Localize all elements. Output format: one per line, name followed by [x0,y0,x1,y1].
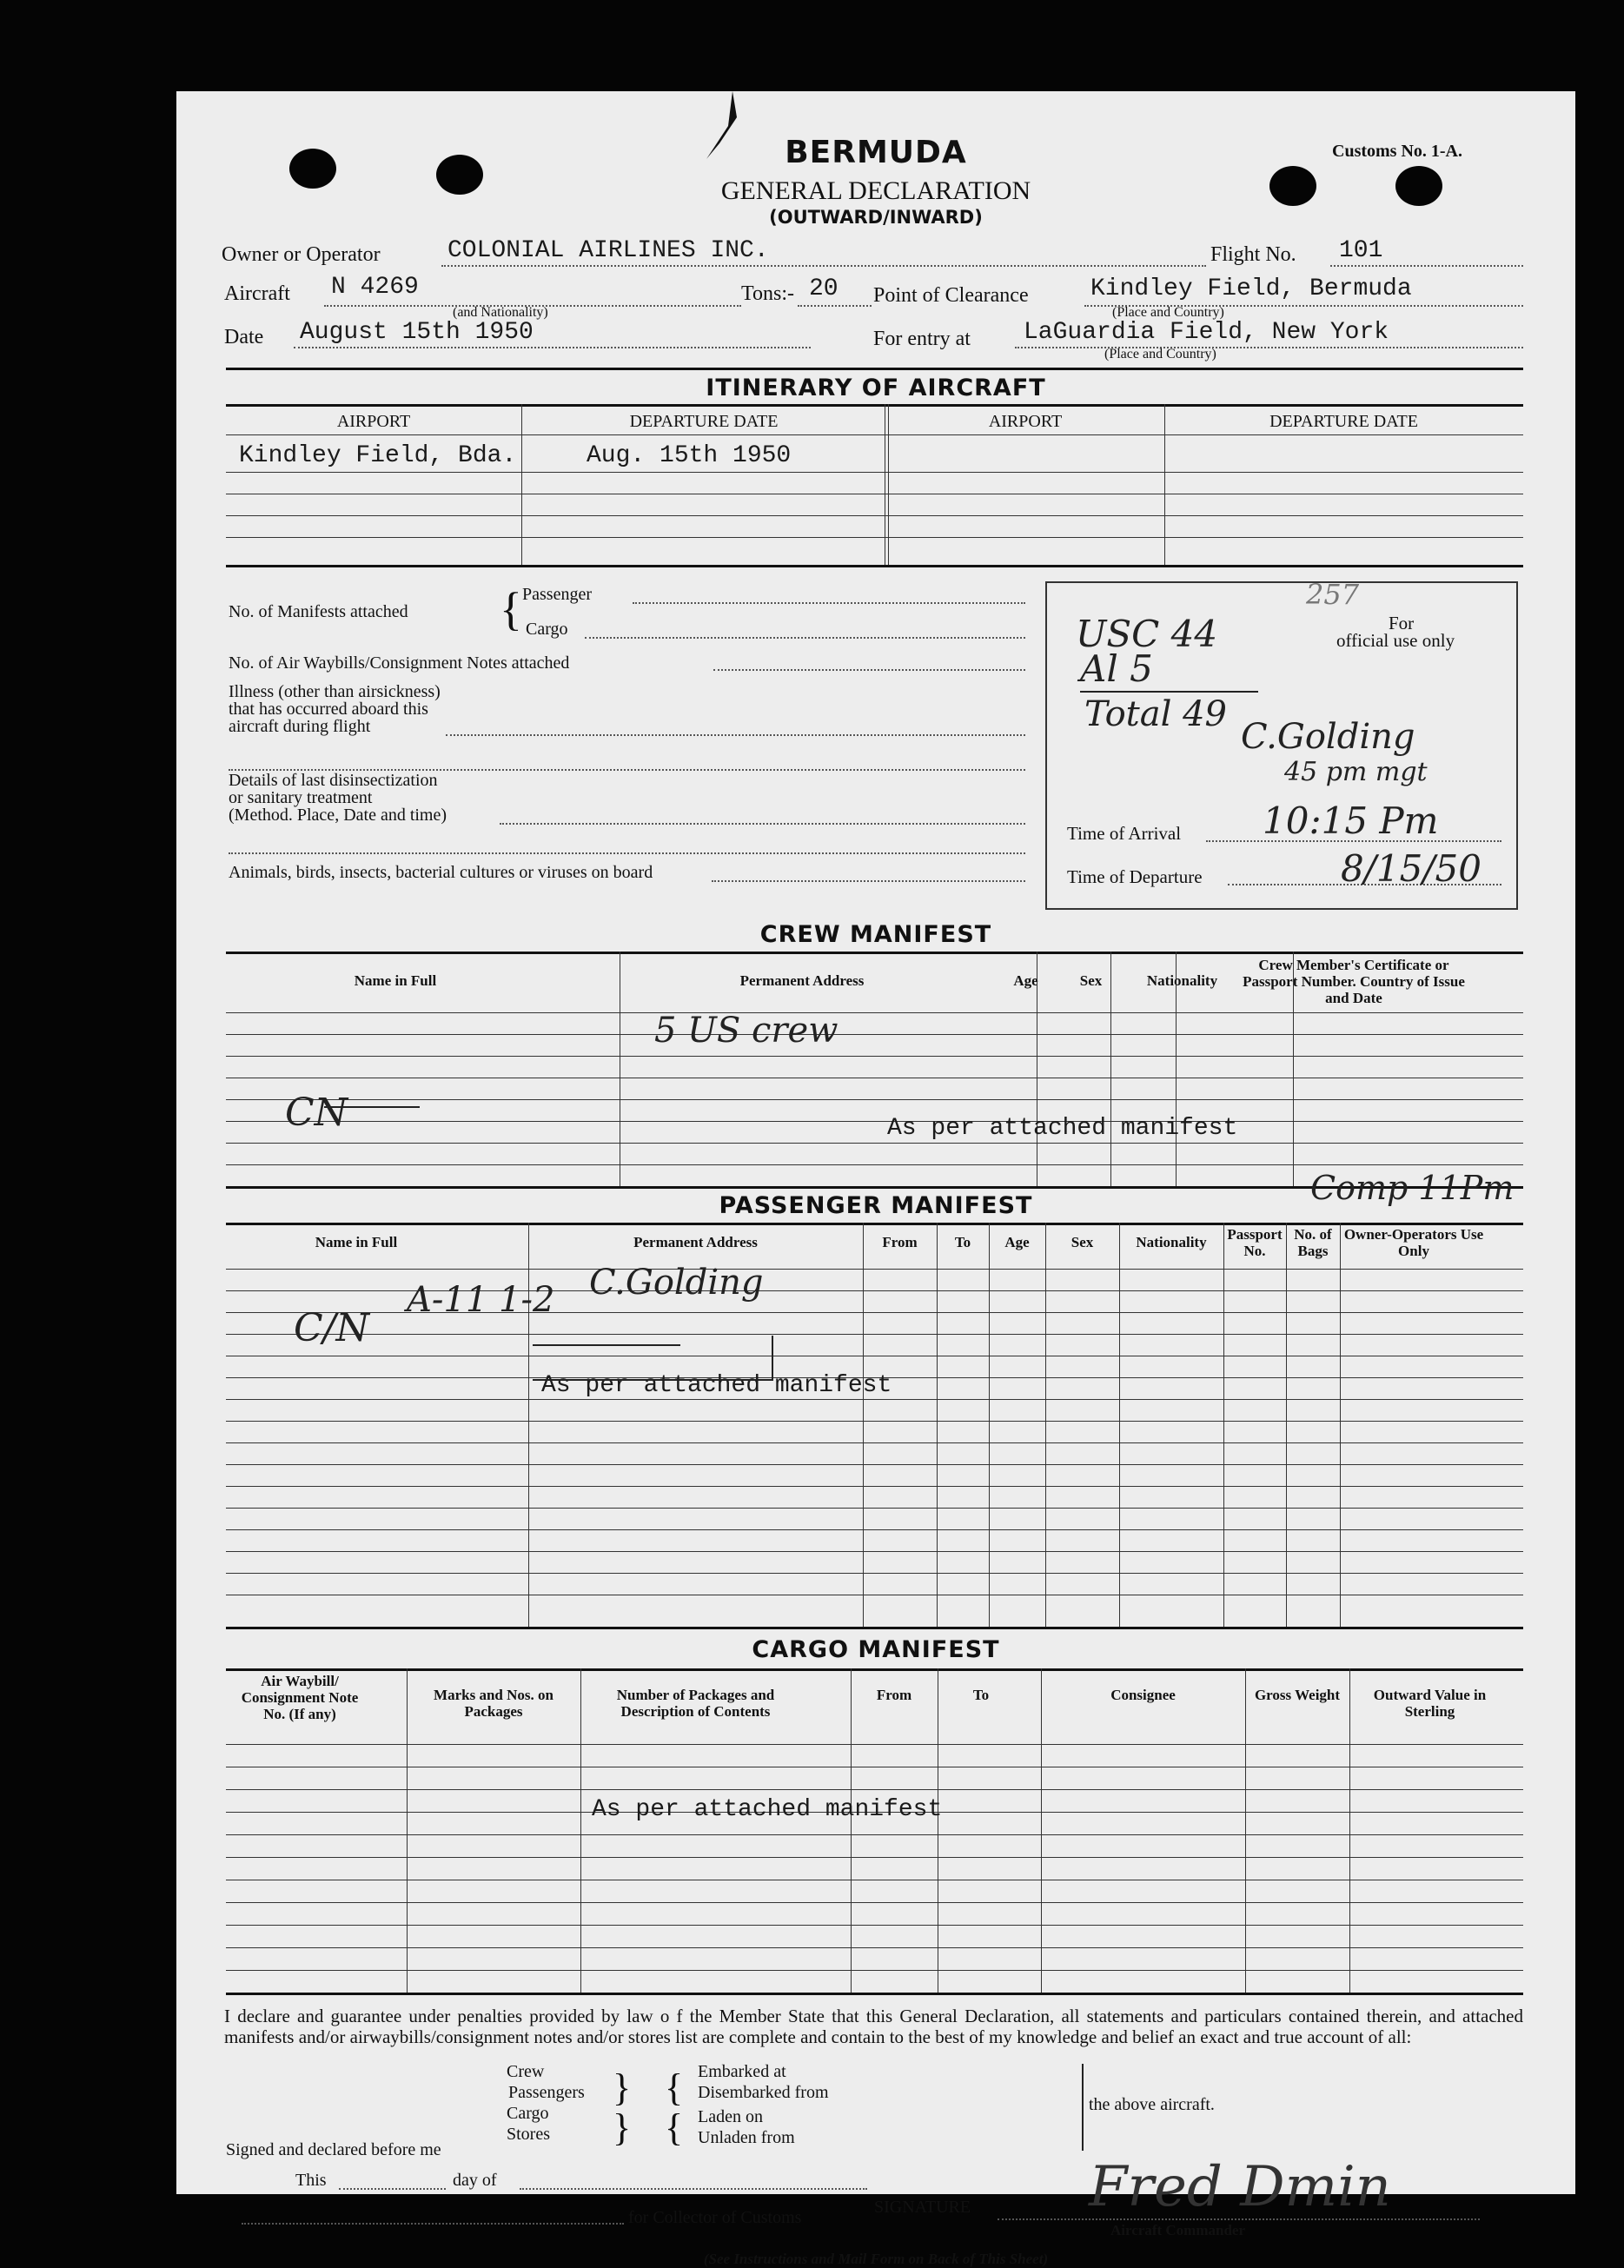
brace: { [500,583,522,635]
official-hand-note: 45 pm mgt [1284,757,1428,787]
brace: } [613,2066,632,2109]
signature-label: SIGNATURE [874,2198,971,2217]
col-divider [863,1223,864,1627]
passenger-line [633,602,1025,604]
owner-label: Owner or Operator [222,243,381,266]
illness-label-3: aircraft during flight [229,717,371,736]
official-hand-line-1: USC 44 [1076,613,1218,655]
form-subtitle: GENERAL DECLARATION [720,176,1031,205]
tons-label: Tons:- [741,282,794,305]
decl-left-4: Stores [507,2125,550,2144]
col-divider [1164,404,1165,565]
itinerary-col-header: AIRPORT [988,412,1063,431]
col-divider [521,404,522,565]
cargo-col-header: Consignee [1110,1687,1176,1703]
departure-value: 8/15/50 [1341,847,1481,890]
place-country-note: (Place and Country) [1112,305,1224,320]
rule [226,1970,1523,1971]
nationality-note: (and Nationality) [453,305,548,320]
rule [226,1551,1523,1552]
tons-value: 20 [809,275,839,302]
entry-value: LaGuardia Field, New York [1024,319,1389,346]
flight-value: 101 [1339,237,1383,264]
rule [226,404,1523,407]
itinerary-title: ITINERARY OF AIRCRAFT [706,375,1046,401]
cargo-col-header: Air Waybill/ Consignment Note No. (If any) [241,1673,359,1722]
rule [226,537,1523,538]
passenger-col-header: Owner-Operators Use Only [1343,1226,1484,1259]
day-of-label: day of [453,2171,497,2190]
this-line [339,2188,446,2190]
date-value: August 15th 1950 [300,319,534,346]
brace: { [665,2106,684,2149]
departure-label: Time of Departure [1067,866,1203,887]
owner-value: COLONIAL AIRLINES INC. [447,237,769,264]
col-divider [580,1668,581,1994]
crew-title: CREW MANIFEST [759,921,992,948]
rule [226,1486,1523,1487]
rule [226,1464,1523,1465]
official-label-2: official use only [1336,630,1455,651]
form-title: BERMUDA [785,135,967,170]
passenger-col-header: No. of Bags [1294,1226,1332,1259]
brace: { [665,2066,684,2109]
official-hand-line-2: Al 5 [1080,647,1153,690]
rule [226,1034,1523,1035]
col-divider [1293,952,1294,1186]
crew-hand-b: CN [285,1091,348,1135]
bracket-mark [533,1336,773,1381]
decl-left-3: Cargo [507,2104,549,2123]
col-divider [1286,1223,1287,1627]
cargo-col-header: To [972,1687,990,1703]
arrival-label: Time of Arrival [1067,823,1182,844]
rule [226,1399,1523,1400]
manifests-attached-label: No. of Manifests attached [229,602,408,621]
declaration-form [176,91,1575,2267]
tons-line [798,305,872,307]
cargo-line [585,637,1025,639]
rule [226,368,1523,370]
itinerary-col-header: DEPARTURE DATE [629,412,779,431]
col-divider [1041,1668,1042,1994]
clearance-value: Kindley Field, Bermuda [1090,275,1412,302]
cargo-label: Cargo [526,620,568,639]
decl-left-2: Passengers [508,2083,585,2102]
passenger-col-header: From [882,1234,918,1250]
date-label: Date [224,326,264,348]
rule [226,1627,1523,1629]
decl-mid-2: Disembarked from [698,2083,829,2102]
animals-label: Animals, birds, insects, bacterial cultures or viruses on board [229,863,653,882]
declaration-text: I declare and guarantee under penalties provided by law o f the Member State that this General Declaration, all statements and particulars contained therein, and attached manifests and/or airwaybills/consignment notes and/or stores list are complete and contain to the best of my knowledge and belief an exact and true account of all: [224,2006,1523,2047]
passenger-col-header: Age [1004,1234,1030,1250]
crew-hand-a: 5 US crew [654,1011,839,1051]
commander-label: Aircraft Commander [1110,2222,1246,2238]
rule [226,1993,1523,1995]
rule [226,1121,1523,1122]
cargo-col-header: Gross Weight [1254,1687,1341,1703]
crew-col-header: Crew Member's Certificate or Passport Number. Country of Issue and Date [1243,957,1465,1006]
col-divider [407,1668,408,1994]
waybills-label: No. of Air Waybills/Consignment Notes attached [229,653,570,673]
official-label-1: For [1389,613,1415,633]
passenger-hand-a: C/N [294,1306,369,1350]
cargo-col-header: Outward Value in Sterling [1373,1687,1487,1720]
col-divider [1245,1668,1246,1994]
rule [226,1744,1523,1745]
decl-right: the above aircraft. [1089,2095,1215,2114]
rule [226,1529,1523,1530]
rule [226,472,1523,473]
passenger-col-header: Nationality [1136,1234,1207,1250]
passenger-hand-d: Comp 11Pm [1310,1169,1515,1207]
owner-line [441,265,1206,267]
passenger-hand-b: A-11 1-2 [407,1280,555,1320]
cargo-note: As per attached manifest [592,1796,943,1823]
animals-line [712,880,1025,882]
rule [226,1143,1523,1144]
rule [226,1508,1523,1509]
itinerary-col-header: AIRPORT [336,412,411,431]
illness-line [446,734,1025,736]
col-divider [1223,1223,1224,1627]
rule [226,1012,1523,1013]
illness-label-2: that has occurred aboard this [229,700,428,719]
entry-label: For entry at [873,328,971,350]
col-divider [1119,1223,1120,1627]
itinerary-col-header: DEPARTURE DATE [1269,412,1418,431]
crew-col-header: Sex [1079,972,1103,989]
rule [226,434,1523,435]
rule [226,1334,1523,1335]
collector-label: for Collector of Customs [628,2208,802,2227]
strike-line [324,1106,420,1108]
day-of-line [520,2188,867,2190]
flight-line [1330,265,1523,267]
form-number: Customs No. 1-A. [1332,142,1462,161]
rule [226,1573,1523,1574]
col-divider [989,1223,990,1627]
bracket-mark [1071,2064,1084,2151]
passenger-note: As per attached manifest [541,1372,892,1399]
decl-left-1: Crew [507,2062,545,2081]
crew-note: As per attached manifest [887,1115,1238,1142]
rule [226,1269,1523,1270]
sum-line [1080,691,1258,693]
passenger-col-header: Passport No. [1227,1226,1283,1259]
decl-mid-4: Unladen from [698,2128,795,2147]
cargo-col-header: Marks and Nos. on Packages [434,1687,553,1720]
official-hand-line-3: Total 49 [1084,694,1227,734]
crew-col-header: Name in Full [354,972,437,989]
disinsect-line-2 [229,852,1025,854]
passenger-label: Passenger [522,585,592,604]
crew-col-header: Nationality [1146,972,1218,989]
rule [226,1857,1523,1858]
cargo-col-header: Number of Packages and Description of Contents [616,1687,775,1720]
aircraft-label: Aircraft [224,282,290,305]
crew-col-header: Age [1013,972,1038,989]
footer-note: (See Instructions and Mail Form on Back of This Sheet) [703,2251,1049,2267]
itinerary-date-1: Aug. 15th 1950 [587,442,792,469]
rule [226,1421,1523,1422]
passenger-hand-c: C.Golding [589,1263,764,1303]
brace: } [613,2106,632,2149]
passenger-col-header: Permanent Address [633,1234,758,1250]
collector-line [242,2223,624,2225]
date-line [294,347,811,348]
col-divider [1176,952,1177,1186]
arrival-value: 10:15 Pm [1263,799,1439,842]
disinsect-label-2: or sanitary treatment [229,788,373,807]
col-divider [1110,952,1111,1186]
rule [226,565,1523,567]
signature-hand: Fred Dmin [1089,2155,1391,2219]
crew-col-header: Permanent Address [739,972,865,989]
col-divider [937,1223,938,1627]
disinsect-label-1: Details of last disinsectization [229,771,438,790]
rule [226,1668,1523,1671]
official-hand-sig: C.Golding [1241,717,1415,757]
place-country-note2: (Place and Country) [1104,347,1216,361]
entry-line [1015,347,1523,348]
col-divider [1340,1223,1341,1627]
aircraft-value: N 4269 [331,274,419,301]
disinsect-line [500,823,1025,825]
col-divider [851,1668,852,1994]
passenger-col-header: To [954,1234,971,1250]
clearance-label: Point of Clearance [873,284,1029,307]
col-divider [1349,1668,1350,1994]
rule [226,1789,1523,1790]
flight-label: Flight No. [1210,243,1296,266]
cargo-col-header: From [876,1687,912,1703]
rule [226,1056,1523,1057]
rule [226,1925,1523,1926]
passenger-col-header: Name in Full [315,1234,398,1250]
rule [226,1223,1523,1225]
rule [226,1947,1523,1948]
cargo-title: CARGO MANIFEST [752,1636,1000,1663]
rule [226,1442,1523,1443]
rule [226,1099,1523,1100]
form-subsubtitle: (OUTWARD/INWARD) [769,207,983,228]
decl-mid-3: Laden on [698,2107,763,2126]
col-divider [888,404,889,565]
itinerary-airport-1: Kindley Field, Bda. [239,442,517,469]
passenger-title: PASSENGER MANIFEST [719,1192,1033,1219]
this-label: This [295,2171,327,2190]
rule [226,1834,1523,1835]
signed-label: Signed and declared before me [226,2140,441,2159]
decl-mid-1: Embarked at [698,2062,786,2081]
waybills-line [713,669,1025,671]
illness-label-1: Illness (other than airsickness) [229,682,441,701]
rule [226,952,1523,954]
passenger-col-header: Sex [1071,1234,1094,1250]
rule [226,515,1523,516]
col-divider [1045,1223,1046,1627]
disinsect-label-3: (Method. Place, Date and time) [229,806,447,825]
official-hand-number: 257 [1306,578,1360,611]
rule [226,1902,1523,1903]
rule [226,1164,1523,1165]
